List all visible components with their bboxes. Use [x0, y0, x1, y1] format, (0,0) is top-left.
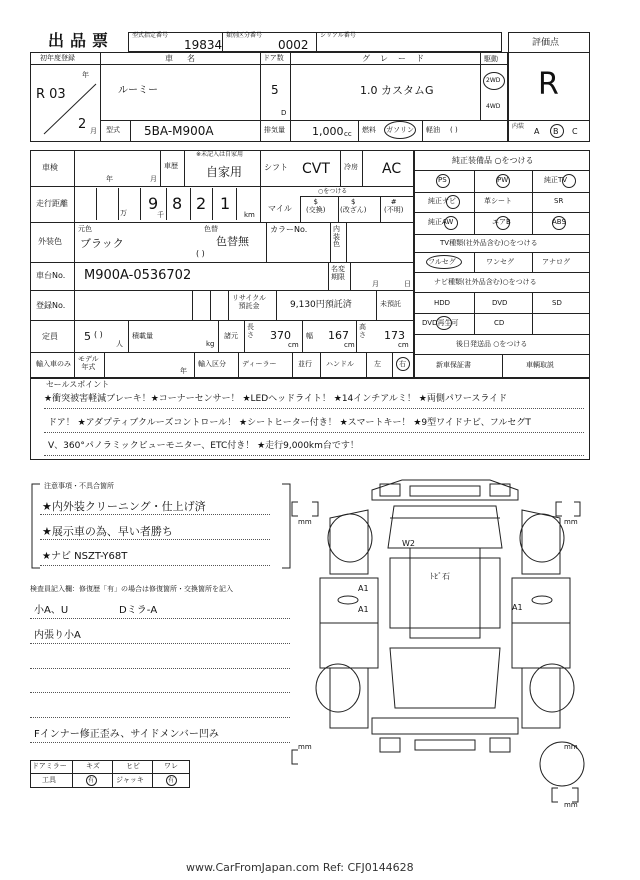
displacement-label: 排気量 — [264, 126, 285, 134]
equip-nav: 純正ナビ — [428, 197, 456, 205]
mm-fr: mm — [564, 518, 578, 526]
grade-points-label: 評価点 — [532, 38, 560, 48]
sales-line-1: ★衝突被害軽減ブレーキ！★コーナーセンサー！ ★LEDヘッドライト！ ★14インチアルミ！ ★両側パワースライド — [44, 394, 508, 404]
tools-has: 有 — [88, 777, 95, 784]
drive-2wd: 2WD — [486, 77, 501, 84]
inspector-label: 検査員記入欄：修復歴「有」の場合は修復箇所・交換箇所を記入 — [30, 585, 233, 593]
mileage-digit-4: 1 — [220, 194, 231, 213]
damage-a1-left-front: A1 — [358, 584, 369, 593]
tv-type-header: TV種類(社外品含む)○をつける — [440, 239, 538, 247]
car-name-value: ルーミー — [118, 85, 158, 96]
later-shipping-header: 後日発送品 ○をつける — [456, 340, 528, 348]
sales-line-2: ドア！ ★アダプティブクルーズコントロール！ ★シートヒーター付き！ ★スマートキー！ ★9型ワイドナビ、フルセグT — [48, 418, 531, 428]
note-line-2: ★展示車の為、早い者勝ち — [42, 525, 173, 538]
load-label: 積載量 — [132, 332, 153, 340]
model-cert-value: 19834 — [184, 38, 223, 52]
import-label: 輸入車のみ — [36, 360, 71, 368]
equip-airbag: エアB — [492, 218, 511, 226]
mm-spare: mm — [564, 801, 578, 809]
damage-a1-right: A1 — [512, 603, 523, 612]
serial-label: シリアル番号 — [320, 32, 356, 39]
inspection-label: 車検 — [42, 163, 58, 172]
doors-label: ドア数 — [263, 54, 284, 62]
inspector-line-6: Fインナー修正歪み、サイドメンバー凹み — [34, 729, 219, 740]
mm-rr: mm — [564, 743, 578, 751]
fuel-label: 燃料 — [362, 126, 376, 134]
nav-dvd: DVD — [492, 299, 508, 307]
exterior-color-label: 外装色 — [38, 237, 62, 246]
reg-no-label: 登録No. — [36, 301, 66, 310]
damage-w2: W2 — [402, 539, 415, 548]
car-diagram — [290, 478, 610, 808]
grade-value: 1.0 カスタムG — [360, 84, 434, 97]
height-value: 173 — [384, 329, 405, 342]
shift-label: シフト — [264, 163, 288, 172]
ac-label: 冷房 — [344, 163, 358, 171]
later-manual: 車輌取説 — [526, 361, 554, 369]
first-reg-month: 2 — [78, 117, 87, 132]
equip-pw: PW — [497, 176, 509, 184]
color-change-value: 色替無 — [216, 235, 249, 248]
nav-cd: CD — [494, 319, 505, 327]
equip-aw: 純正AW — [428, 218, 454, 226]
damage-tobiishi: ﾄﾋﾞ石 — [430, 572, 450, 581]
class-no-label: 類別区分番号 — [226, 32, 263, 39]
grade-points-value: R — [538, 67, 559, 102]
jack-has: 有 — [168, 777, 175, 784]
note-line-3: ★ナビ NSZT-Y68T — [42, 551, 128, 562]
name-change-label: 名変 期限 — [331, 265, 345, 282]
mileage-label: 走行距離 — [36, 199, 68, 208]
drive-4wd: 4WD — [486, 103, 501, 110]
equip-tv: 純正TV — [544, 176, 568, 184]
width-value: 167 — [328, 329, 349, 342]
equip-abs: ABS — [552, 218, 566, 226]
later-warranty: 新車保証書 — [436, 361, 471, 369]
chassis-label: 車台No. — [36, 271, 66, 280]
ac-value: AC — [382, 161, 402, 177]
capacity-value: 5 — [84, 330, 91, 343]
usage-value: 自家用 — [206, 165, 243, 179]
nav-dvd-play: DVD再生可 — [422, 319, 459, 327]
doors-value: 5 — [271, 83, 279, 97]
mm-fl: mm — [298, 518, 312, 526]
mileage-digit-2: 8 — [172, 194, 183, 213]
type-label: 型式 — [106, 126, 120, 134]
nav-type-header: ナビ種類(社外品含む)○をつける — [434, 278, 537, 286]
note-line-1: ★内外装クリーニング・仕上げ済 — [42, 500, 206, 513]
damage-a1-left-rear: A1 — [358, 605, 369, 614]
inspector-line-1: 小A、U Dミラ-A — [34, 605, 158, 616]
sales-points-label: セールスポイント — [46, 380, 110, 389]
mileage-digit-3: 2 — [196, 194, 207, 213]
tv-oneseg: ワンセグ — [486, 258, 514, 266]
drive-label: 駆動 — [484, 55, 498, 63]
tv-analog: アナログ — [542, 258, 570, 266]
mile-label: マイル — [268, 204, 292, 213]
recycle-value: 9,130円預託済 — [290, 300, 352, 310]
first-reg-label: 初年度登録 — [40, 54, 75, 62]
chassis-value: M900A-0536702 — [84, 268, 192, 283]
model-year-label: モデル 年式 — [78, 355, 99, 372]
interior-label: 内装 — [512, 123, 525, 130]
displacement-value: 1,000 — [312, 125, 344, 138]
grade-label: グレード — [362, 54, 434, 63]
notes-label: 注意事項・不具合箇所 — [44, 482, 114, 490]
model-cert-label: 型式指定番号 — [132, 32, 169, 39]
shift-value: CVT — [302, 161, 330, 177]
inspector-line-2: 内張り小A — [34, 630, 81, 641]
mileage-digit-1: 9 — [148, 194, 159, 213]
class-no-value: 0002 — [278, 38, 309, 52]
std-equip-header: 純正装備品 ○をつける — [452, 156, 534, 165]
light-oil-label: 軽油 — [426, 126, 440, 134]
nav-sd: SD — [552, 299, 562, 307]
first-reg-era: R 03 — [36, 87, 66, 102]
interior-color-label: 内装色 — [333, 225, 340, 249]
mm-rl: mm — [298, 743, 312, 751]
form-title: 出品票 — [48, 31, 115, 50]
fuel-value: ガソリン — [386, 126, 414, 134]
equip-ps: PS — [438, 176, 447, 184]
tv-fullseg: フルセグ — [428, 258, 456, 266]
import-class-label: 輸入区分 — [198, 360, 226, 368]
type-value: 5BA-M900A — [144, 124, 214, 138]
equip-sr: SR — [554, 197, 564, 205]
color-no-label: カラーNo. — [270, 225, 308, 234]
dims-label: 諸元 — [224, 332, 238, 340]
capacity-label: 定員 — [42, 332, 58, 341]
recycle-label: リサイクル 預託金 — [232, 294, 267, 311]
length-value: 370 — [270, 329, 291, 342]
handle-label: ハンドル — [326, 360, 354, 368]
usage-label: 車歴 — [164, 162, 178, 170]
orig-color-value: ブラック — [80, 237, 124, 250]
nav-hdd: HDD — [434, 299, 451, 307]
car-name-label: 車名 — [165, 54, 209, 63]
footer-ref: www.CarFromJapan.com Ref: CFJ0144628 — [186, 861, 414, 874]
sales-line-3: V、360°パノラミックビューモニター、ETC付き！ ★走行9,000km台です！ — [48, 441, 359, 451]
equip-leather: 革シート — [484, 197, 512, 205]
